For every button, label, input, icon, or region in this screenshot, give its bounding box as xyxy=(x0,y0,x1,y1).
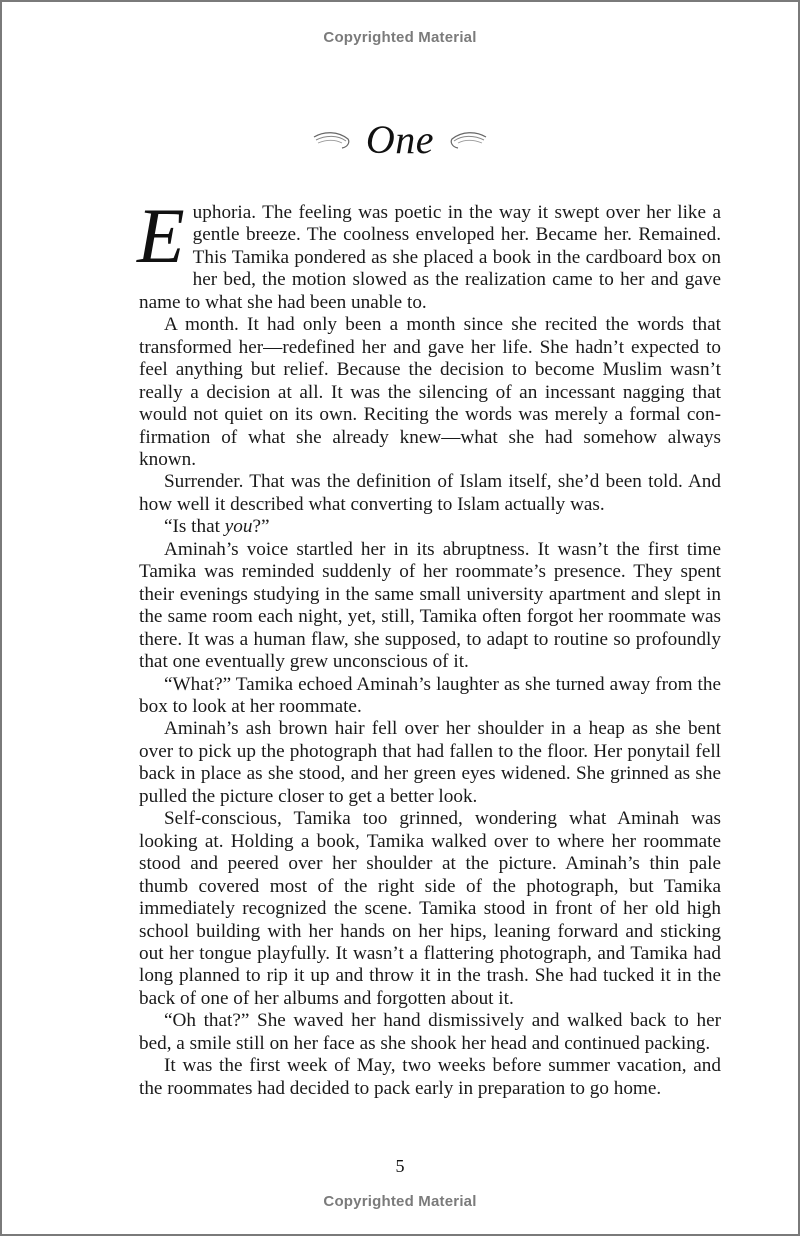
paragraph-9: “Oh that?” She waved her hand dismissively and walked back to her bed, a smile still on her face as she shook her head and continued packing. xyxy=(139,1010,721,1054)
drop-cap: E xyxy=(137,192,185,279)
paragraph-6: “What?” Tamika echoed Aminah’s laughter as she turned away from the box to look at her roommate. xyxy=(139,673,721,717)
chapter-body xyxy=(137,192,721,1100)
paragraph-7: Aminah’s ash brown hair fell over her shoulder in a heap as she bent over to pick up the photograph that had fallen to the floor. Her ponytail fell back in place as she stood, and her green eyes widened. She grinned as she pulled the picture closer to get a better look. xyxy=(139,718,721,807)
paragraph-10: It was the first week of May, two weeks before summer vacation, and the roommates had decided to pack early in preparation to go home. xyxy=(139,1055,721,1099)
emphasis: you xyxy=(224,516,253,538)
copyright-watermark-top: Copyrighted Material xyxy=(323,29,477,46)
swash-ornament-right-icon xyxy=(448,129,488,151)
paragraph-3: Surrender. That was the definition of Islam itself, she’d been told. And how well it described what converting to Islam actually was. xyxy=(139,471,721,515)
swash-ornament-left-icon xyxy=(312,129,352,151)
copyright-watermark-bottom: Copyrighted Material xyxy=(323,1193,477,1210)
chapter-title: One xyxy=(365,117,435,162)
chapter-heading xyxy=(2,110,798,170)
paragraph-8: Self-conscious, Tamika too grinned, wondering what Aminah was looking at. Holding a book, Tamika walked over to where her roommate stood and peered over her shoulder at the picture. Aminah’s thin pale thumb covered most of the right side of the photograph, but Tamika immediately recognized the scene. Tamika stood in front of her old high school building with her hands on her hips, leaning forward and sticking out her tongue playfully. It wasn’t a flattering photograph, and Tamika had long planned to rip it up and throw it in the trash. She had tucked it in the back of one of her albums and forgotten about it. xyxy=(139,808,721,1009)
paragraph-4-dialogue: “Is that you?” xyxy=(164,516,270,538)
page-number: 5 xyxy=(395,1156,405,1176)
paragraph-1: Euphoria. The feeling was poetic in the way it swept over her like a gentle breeze. The coolness enveloped her. Became her. Remained. This Tamika pondered as she placed a book in the cardboard box on her bed, the motion slowed as the realization came to her and gave name to what she had been unable to. xyxy=(137,192,721,313)
paragraph-5: Aminah’s voice startled her in its abruptness. It wasn’t the first time Tamika was reminded suddenly of her roommate’s presence. They spent their evenings studying in the same small university apartment and slept in the same room each night, yet, still, Tamika often forgot her roommate was there. It was a human flaw, she supposed, to adapt to routine so profoundly that one eventually grew unconscious of it. xyxy=(139,538,721,673)
paragraph-2: A month. It had only been a month since she recited the words that transformed her—redefined her and gave her life. She hadn’t expected to feel anything but relief. Because the decision to become Muslim wasn’t really a decision at all. It was the silencing of an incessant nagging that would not quiet on its own. Reciting the words was merely a formal confirmation of what she already knew—what she had somehow always known. xyxy=(139,314,721,470)
